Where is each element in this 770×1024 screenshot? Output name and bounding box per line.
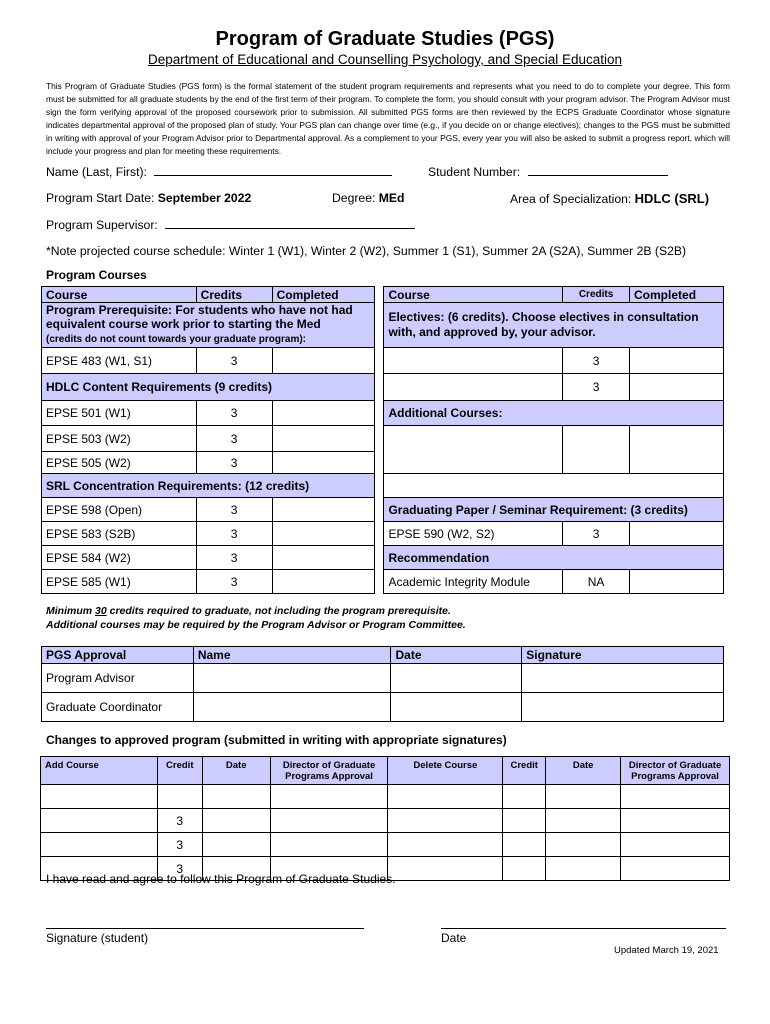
- blank-right-cell: [384, 474, 724, 498]
- col-course-right: Course: [384, 287, 563, 303]
- approval-role: Program Advisor: [42, 664, 194, 693]
- prereq-heading: Program Prerequisite: For students who have not had equivalent course work prior to starting the Med: [46, 303, 353, 331]
- completed-cell[interactable]: [272, 498, 375, 522]
- col-date-2: Date: [546, 757, 621, 785]
- recommendation-heading: Recommendation: [384, 546, 724, 570]
- credits-cell: 3: [196, 452, 272, 474]
- table-row: [42, 693, 724, 722]
- min-number: 30: [95, 605, 107, 617]
- table-row: [41, 809, 730, 833]
- course-cell: EPSE 584 (W2): [42, 546, 197, 570]
- specialization-value: HDLC (SRL): [634, 191, 710, 206]
- col-credits-right: Credits: [563, 287, 630, 303]
- name-label: Name (Last, First):: [46, 165, 147, 179]
- col-credits-left: Credits: [196, 287, 272, 303]
- course-cell: EPSE 598 (Open): [42, 498, 197, 522]
- col-signature: Signature: [522, 647, 724, 664]
- page-title: Program of Graduate Studies (PGS): [215, 28, 555, 50]
- col-director-2: Director of Graduate Programs Approval: [621, 757, 730, 785]
- date-line[interactable]: [441, 928, 726, 929]
- col-name: Name: [193, 647, 391, 664]
- program-courses-title: Program Courses: [46, 268, 147, 282]
- credits-cell: 3: [196, 498, 272, 522]
- col-course-left: Course: [42, 287, 197, 303]
- min-suffix: credits required to graduate, not including the program prerequisite.: [106, 605, 451, 617]
- credits-cell: 3: [196, 426, 272, 452]
- table-row: [41, 785, 730, 809]
- additional-heading: Additional Courses:: [384, 401, 724, 426]
- changes-header-row: [41, 757, 730, 785]
- start-date-field: [46, 191, 251, 205]
- completed-cell[interactable]: [272, 401, 375, 426]
- course-cell: EPSE 585 (W1): [42, 570, 197, 594]
- course-cell: Academic Integrity Module: [384, 570, 563, 594]
- elective-completed-cell[interactable]: [630, 348, 724, 374]
- prereq-heading-cell: [42, 303, 375, 348]
- table-row: [42, 474, 724, 498]
- approval-signature-cell[interactable]: [522, 693, 724, 722]
- name-blank[interactable]: [154, 166, 392, 176]
- additional-note: Additional courses may be required by the Program Advisor or Program Committee.: [46, 619, 466, 631]
- col-director: Director of Graduate Programs Approval: [270, 757, 388, 785]
- col-gap: [375, 287, 384, 303]
- supervisor-blank[interactable]: [165, 219, 415, 229]
- change-credit: 3: [157, 833, 202, 857]
- col-date: Date: [202, 757, 270, 785]
- completed-cell[interactable]: [272, 546, 375, 570]
- supervisor-label: Program Supervisor:: [46, 218, 158, 232]
- approval-name-cell[interactable]: [193, 664, 391, 693]
- student-number-blank[interactable]: [528, 166, 668, 176]
- change-credit: 3: [157, 809, 202, 833]
- program-courses-table: [41, 286, 724, 594]
- min-prefix: Minimum: [46, 605, 95, 617]
- additional-course-cell[interactable]: [384, 426, 563, 474]
- changes-table: [40, 756, 730, 881]
- degree-value: MEd: [378, 191, 405, 205]
- table-row: [41, 833, 730, 857]
- graduating-heading: Graduating Paper / Seminar Requirement: (3 credits): [384, 498, 724, 522]
- credits-cell: 3: [196, 401, 272, 426]
- col-add-course: Add Course: [41, 757, 158, 785]
- approval-header-row: [42, 647, 724, 664]
- agreement-text: I have read and agree to follow this Program of Graduate Studies.: [46, 872, 396, 886]
- elective-credits-cell: 3: [563, 374, 630, 401]
- col-approval: PGS Approval: [42, 647, 194, 664]
- updated-date: Updated March 19, 2021: [614, 945, 719, 956]
- table-row: [42, 401, 724, 426]
- signature-label: Signature (student): [46, 931, 149, 945]
- table-row: [42, 348, 724, 374]
- credits-cell: 3: [196, 570, 272, 594]
- credits-cell: 3: [196, 522, 272, 546]
- table-row: [42, 498, 724, 522]
- elective-completed-cell[interactable]: [630, 374, 724, 401]
- credits-cell: NA: [563, 570, 630, 594]
- col-date: Date: [391, 647, 522, 664]
- electives-heading: Electives: (6 credits). Choose electives in consultation with, and approved by, your advisor.: [384, 303, 724, 348]
- student-number-field[interactable]: [428, 165, 668, 179]
- completed-cell[interactable]: [630, 522, 724, 546]
- course-cell: EPSE 590 (W2, S2): [384, 522, 563, 546]
- completed-cell[interactable]: [272, 452, 375, 474]
- min-credits-note: [46, 605, 451, 617]
- approval-date-cell[interactable]: [391, 664, 522, 693]
- intro-paragraph: This Program of Graduate Studies (PGS form) is the formal statement of the student program requirements and represents what you need to do to complete your degree. This form must be submitted for all graduate students by the end of the first term of their program. To complete the form, you should consult with your program advisor. The Program Advisor must sign the form verifying approval of the proposed coursework prior to submission. All submitted PGS forms are then reviewed by the ECPS Graduate Coordinator whose signature indicates departmental approval of the proposed plan of study. Your PGS plan can change over time (e.g., if you decide on or change electives); changes to the PGS must be submitted in writing with approval of your Program Advisor prior to Departmental approval. As a complement to your PGS, every year you will also be asked to submit a progress report, which will include your progress and plan for meeting these requirements.: [46, 81, 730, 156]
- completed-cell[interactable]: [272, 522, 375, 546]
- start-date-value: September 2022: [157, 191, 252, 205]
- course-cell: EPSE 583 (S2B): [42, 522, 197, 546]
- table-row: [42, 374, 724, 401]
- elective-credits-cell: 3: [563, 348, 630, 374]
- table-row: [42, 426, 724, 452]
- courses-header-row: [42, 287, 724, 303]
- completed-cell[interactable]: [630, 570, 724, 594]
- elective-course-cell[interactable]: [384, 374, 563, 401]
- prereq-note: (credits do not count towards your graduate program):: [46, 334, 307, 345]
- approval-role: Graduate Coordinator: [42, 693, 194, 722]
- completed-cell[interactable]: [272, 570, 375, 594]
- approval-table: [41, 646, 724, 722]
- additional-completed-cell[interactable]: [630, 426, 724, 474]
- schedule-note: *Note projected course schedule: Winter 1 (W1), Winter 2 (W2), Summer 1 (S1), Summer 2A (S2A), Summer 2B (S2B): [46, 244, 687, 258]
- approval-date-cell[interactable]: [391, 693, 522, 722]
- hdlc-heading: HDLC Content Requirements (9 credits): [42, 374, 375, 401]
- degree-field: [332, 191, 404, 205]
- elective-course-cell[interactable]: [384, 348, 563, 374]
- table-row: [42, 570, 724, 594]
- changes-title: Changes to approved program (submitted in writing with appropriate signatures): [46, 733, 507, 747]
- credits-cell: 3: [196, 348, 272, 374]
- date-label: Date: [441, 931, 467, 945]
- credits-cell: 3: [196, 546, 272, 570]
- supervisor-field[interactable]: [46, 218, 415, 232]
- specialization-field: [510, 191, 709, 206]
- student-number-label: Student Number:: [428, 165, 521, 179]
- name-field[interactable]: [46, 165, 392, 179]
- course-cell: EPSE 501 (W1): [42, 401, 197, 426]
- credits-cell: 3: [563, 522, 630, 546]
- col-delete-course: Delete Course: [388, 757, 503, 785]
- srl-heading: SRL Concentration Requirements: (12 credits): [42, 474, 375, 498]
- approval-signature-cell[interactable]: [522, 664, 724, 693]
- completed-cell[interactable]: [272, 426, 375, 452]
- change-credit: 3: [157, 857, 202, 881]
- prereq-row: [42, 303, 724, 348]
- specialization-label: Area of Specialization:: [510, 192, 632, 206]
- col-credit-2: Credit: [503, 757, 546, 785]
- col-credit: Credit: [157, 757, 202, 785]
- start-date-label: Program Start Date:: [46, 191, 155, 205]
- col-completed-left: Completed: [272, 287, 375, 303]
- department-subtitle: Department of Educational and Counselling Psychology, and Special Education: [147, 52, 623, 67]
- additional-credits-cell[interactable]: [563, 426, 630, 474]
- course-cell: EPSE 505 (W2): [42, 452, 197, 474]
- approval-name-cell[interactable]: [193, 693, 391, 722]
- table-row: [42, 664, 724, 693]
- signature-line[interactable]: [46, 928, 364, 929]
- degree-label: Degree:: [332, 191, 376, 205]
- course-cell: EPSE 503 (W2): [42, 426, 197, 452]
- col-completed-right: Completed: [630, 287, 724, 303]
- completed-cell[interactable]: [272, 348, 375, 374]
- course-cell: EPSE 483 (W1, S1): [42, 348, 197, 374]
- table-row: [42, 546, 724, 570]
- table-row: [42, 522, 724, 546]
